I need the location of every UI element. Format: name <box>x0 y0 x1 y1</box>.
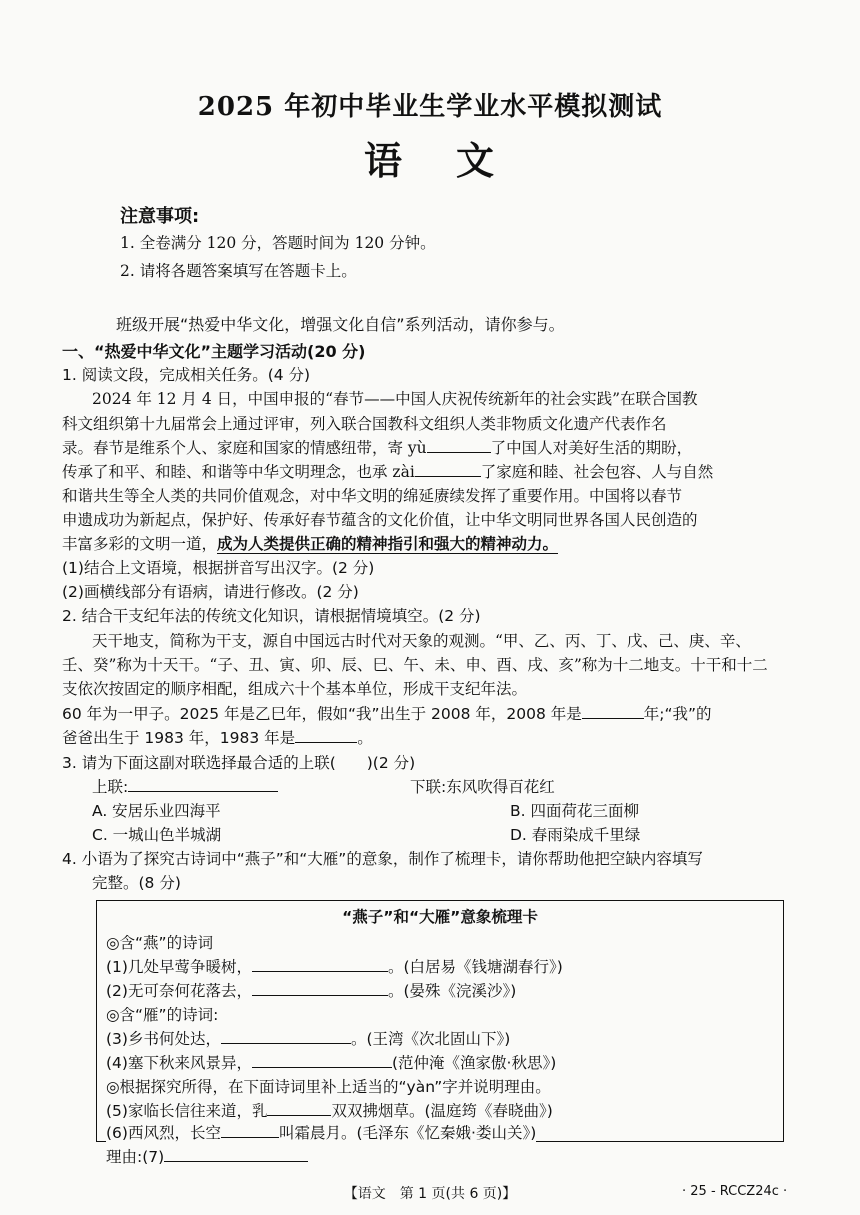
card-text: (1)几处早莺争暖树， <box>106 958 252 976</box>
page-number: 【语文 第 1 页(共 6 页)】 <box>343 1186 517 1202</box>
passage-line: 天干地支，简称为干支，源自中国远古时代对天象的观测。“甲、乙、丙、丁、戊、己、庚、辛、 <box>92 632 751 650</box>
card-line <box>106 1146 308 1168</box>
answer-blank[interactable] <box>427 437 491 453</box>
card-line <box>106 1028 510 1050</box>
card-text: (4)塞下秋来风景异， <box>106 1054 252 1072</box>
underlined-sentence: 成为人类提供正确的精神指引和强大的精神动力。 <box>217 534 559 553</box>
answer-blank[interactable] <box>582 703 644 719</box>
answer-blank[interactable] <box>252 956 388 972</box>
question-stem: 1. 阅读文段，完成相关任务。(4 分) <box>62 366 311 384</box>
question-stem: 完整。(8 分) <box>92 874 181 892</box>
option-d[interactable]: D. 春雨染成千里绿 <box>510 826 641 844</box>
card-heading: ◎含“燕”的诗词 <box>106 934 214 952</box>
answer-blank[interactable] <box>267 1100 331 1116</box>
passage-line: 科文组织第十九届常会上通过评审，列入联合国教科文组织人类非物质文化遗产代表作名 <box>62 415 667 433</box>
card-line <box>106 956 563 978</box>
passage-text: 了家庭和睦、社会包容、人与自然 <box>480 463 714 481</box>
card-heading: ◎含“雁”的诗词: <box>106 1006 219 1024</box>
passage-line <box>62 437 692 459</box>
card-text: 。(白居易《钱塘湖春行》) <box>387 958 563 976</box>
intro-text: 班级开展“热爱中华文化，增强文化自信”系列活动，请你参与。 <box>116 315 565 334</box>
answer-blank[interactable] <box>164 1146 308 1162</box>
card-line <box>106 1052 556 1074</box>
passage-line: 2024 年 12 月 4 日，中国申报的“春节——中国人庆祝传统新年的社会实践”在联合国教 <box>92 390 698 408</box>
passage-text: 。 <box>357 729 373 747</box>
card-line <box>106 980 516 1002</box>
notice-item: 1. 全卷满分 120 分，答题时间为 120 分钟。 <box>120 234 436 252</box>
answer-blank[interactable] <box>221 1028 351 1044</box>
passage-line: 和谐共生等全人类的共同价值观念，对中华文明的绵延赓续发挥了重要作用。中国将以春节 <box>62 487 683 505</box>
question-stem: 3. 请为下面这副对联选择最合适的上联( )(2 分) <box>62 754 416 772</box>
card-text: 双双拂烟草。(温庭筠《春晓曲》) <box>331 1102 553 1120</box>
passage-text: 录。春节是维系个人、家庭和国家的情感纽带，寄 yù <box>62 439 427 457</box>
card-text: 。(王湾《次北固山下》) <box>350 1030 511 1048</box>
passage-text: 年;“我”的 <box>643 705 712 723</box>
subject-char-right: 文 <box>456 138 495 183</box>
passage-line <box>62 727 373 749</box>
card-heading: ◎根据探究所得，在下面诗词里补上适当的“yàn”字并说明理由。 <box>106 1078 551 1096</box>
answer-blank[interactable] <box>415 461 481 477</box>
passage-line: 壬、癸”称为十天干。“子、丑、寅、卯、辰、巳、午、未、申、酉、戌、亥”称为十二地支。十干和十二 <box>62 656 768 674</box>
card-line <box>106 1100 553 1122</box>
notice-item: 2. 请将各题答案填写在答题卡上。 <box>120 262 357 280</box>
answer-blank[interactable] <box>221 1122 279 1138</box>
card-line <box>106 1122 536 1144</box>
passage-line <box>62 533 558 555</box>
passage-text: 了中国人对美好生活的期盼， <box>490 439 693 457</box>
card-text: (5)家临长信往来道，乳 <box>106 1102 268 1120</box>
paper-code: · 25 - RCCZ24c · <box>682 1184 788 1199</box>
option-c[interactable]: C. 一城山色半城湖 <box>92 826 222 844</box>
question-stem: 2. 结合干支纪年法的传统文化知识，请根据情境填空。(2 分) <box>62 607 481 625</box>
passage-line <box>62 461 713 483</box>
notice-heading: 注意事项: <box>120 206 200 227</box>
task-line: (1)结合上文语境，根据拼音写出汉字。(2 分) <box>62 559 375 577</box>
couplet-upper <box>92 776 278 798</box>
card-text: 叫霜晨月。(毛泽东《忆秦娥·娄山关》) <box>278 1124 537 1142</box>
card-text: 理由:(7) <box>106 1148 165 1166</box>
section-heading: 一、“热爱中华文化”主题学习活动(20 分) <box>62 342 366 361</box>
passage-line: 申遗成功为新起点，保护好、传承好春节蕴含的文化价值，让中华文明同世界各国人民创造的 <box>62 511 698 529</box>
task-line: (2)画横线部分有语病，请进行修改。(2 分) <box>62 583 359 601</box>
card-title: “燕子”和“大雁”意象梳理卡 <box>342 908 538 926</box>
card-text: (3)乡书何处达， <box>106 1030 221 1048</box>
card-text: (范仲淹《渔家傲·秋思》) <box>391 1054 557 1072</box>
couplet-upper-label: 上联: <box>92 778 129 796</box>
passage-line: 支依次按固定的顺序相配，组成六十个基本单位，形成干支纪年法。 <box>62 680 528 698</box>
answer-blank[interactable] <box>128 776 278 792</box>
passage-text: 60 年为一甲子。2025 年是乙巳年，假如“我”出生于 2008 年，2008 年是 <box>62 705 582 723</box>
passage-text: 爸爸出生于 1983 年，1983 年是 <box>62 729 296 747</box>
option-b[interactable]: B. 四面荷花三面柳 <box>510 802 639 820</box>
card-text: 。(晏殊《浣溪沙》) <box>387 982 517 1000</box>
answer-blank[interactable] <box>252 980 388 996</box>
passage-text: 丰富多彩的文明一道， <box>62 535 218 553</box>
exam-title: 2025 年初中毕业生学业水平模拟测试 <box>197 92 663 122</box>
option-a[interactable]: A. 安居乐业四海平 <box>92 802 221 820</box>
subject-char-left: 语 <box>364 138 403 183</box>
answer-blank[interactable] <box>295 727 357 743</box>
passage-line <box>62 703 712 725</box>
question-stem: 4. 小语为了探究古诗词中“燕子”和“大雁”的意象，制作了梳理卡，请你帮助他把空缺内容填写 <box>62 850 703 868</box>
card-text: (6)西风烈，长空 <box>106 1124 221 1142</box>
answer-blank[interactable] <box>252 1052 392 1068</box>
card-text: (2)无可奈何花落去， <box>106 982 252 1000</box>
passage-text: 传承了和平、和睦、和谐等中华文明理念，也承 zài <box>62 463 415 481</box>
couplet-lower: 下联:东风吹得百花红 <box>410 778 555 796</box>
